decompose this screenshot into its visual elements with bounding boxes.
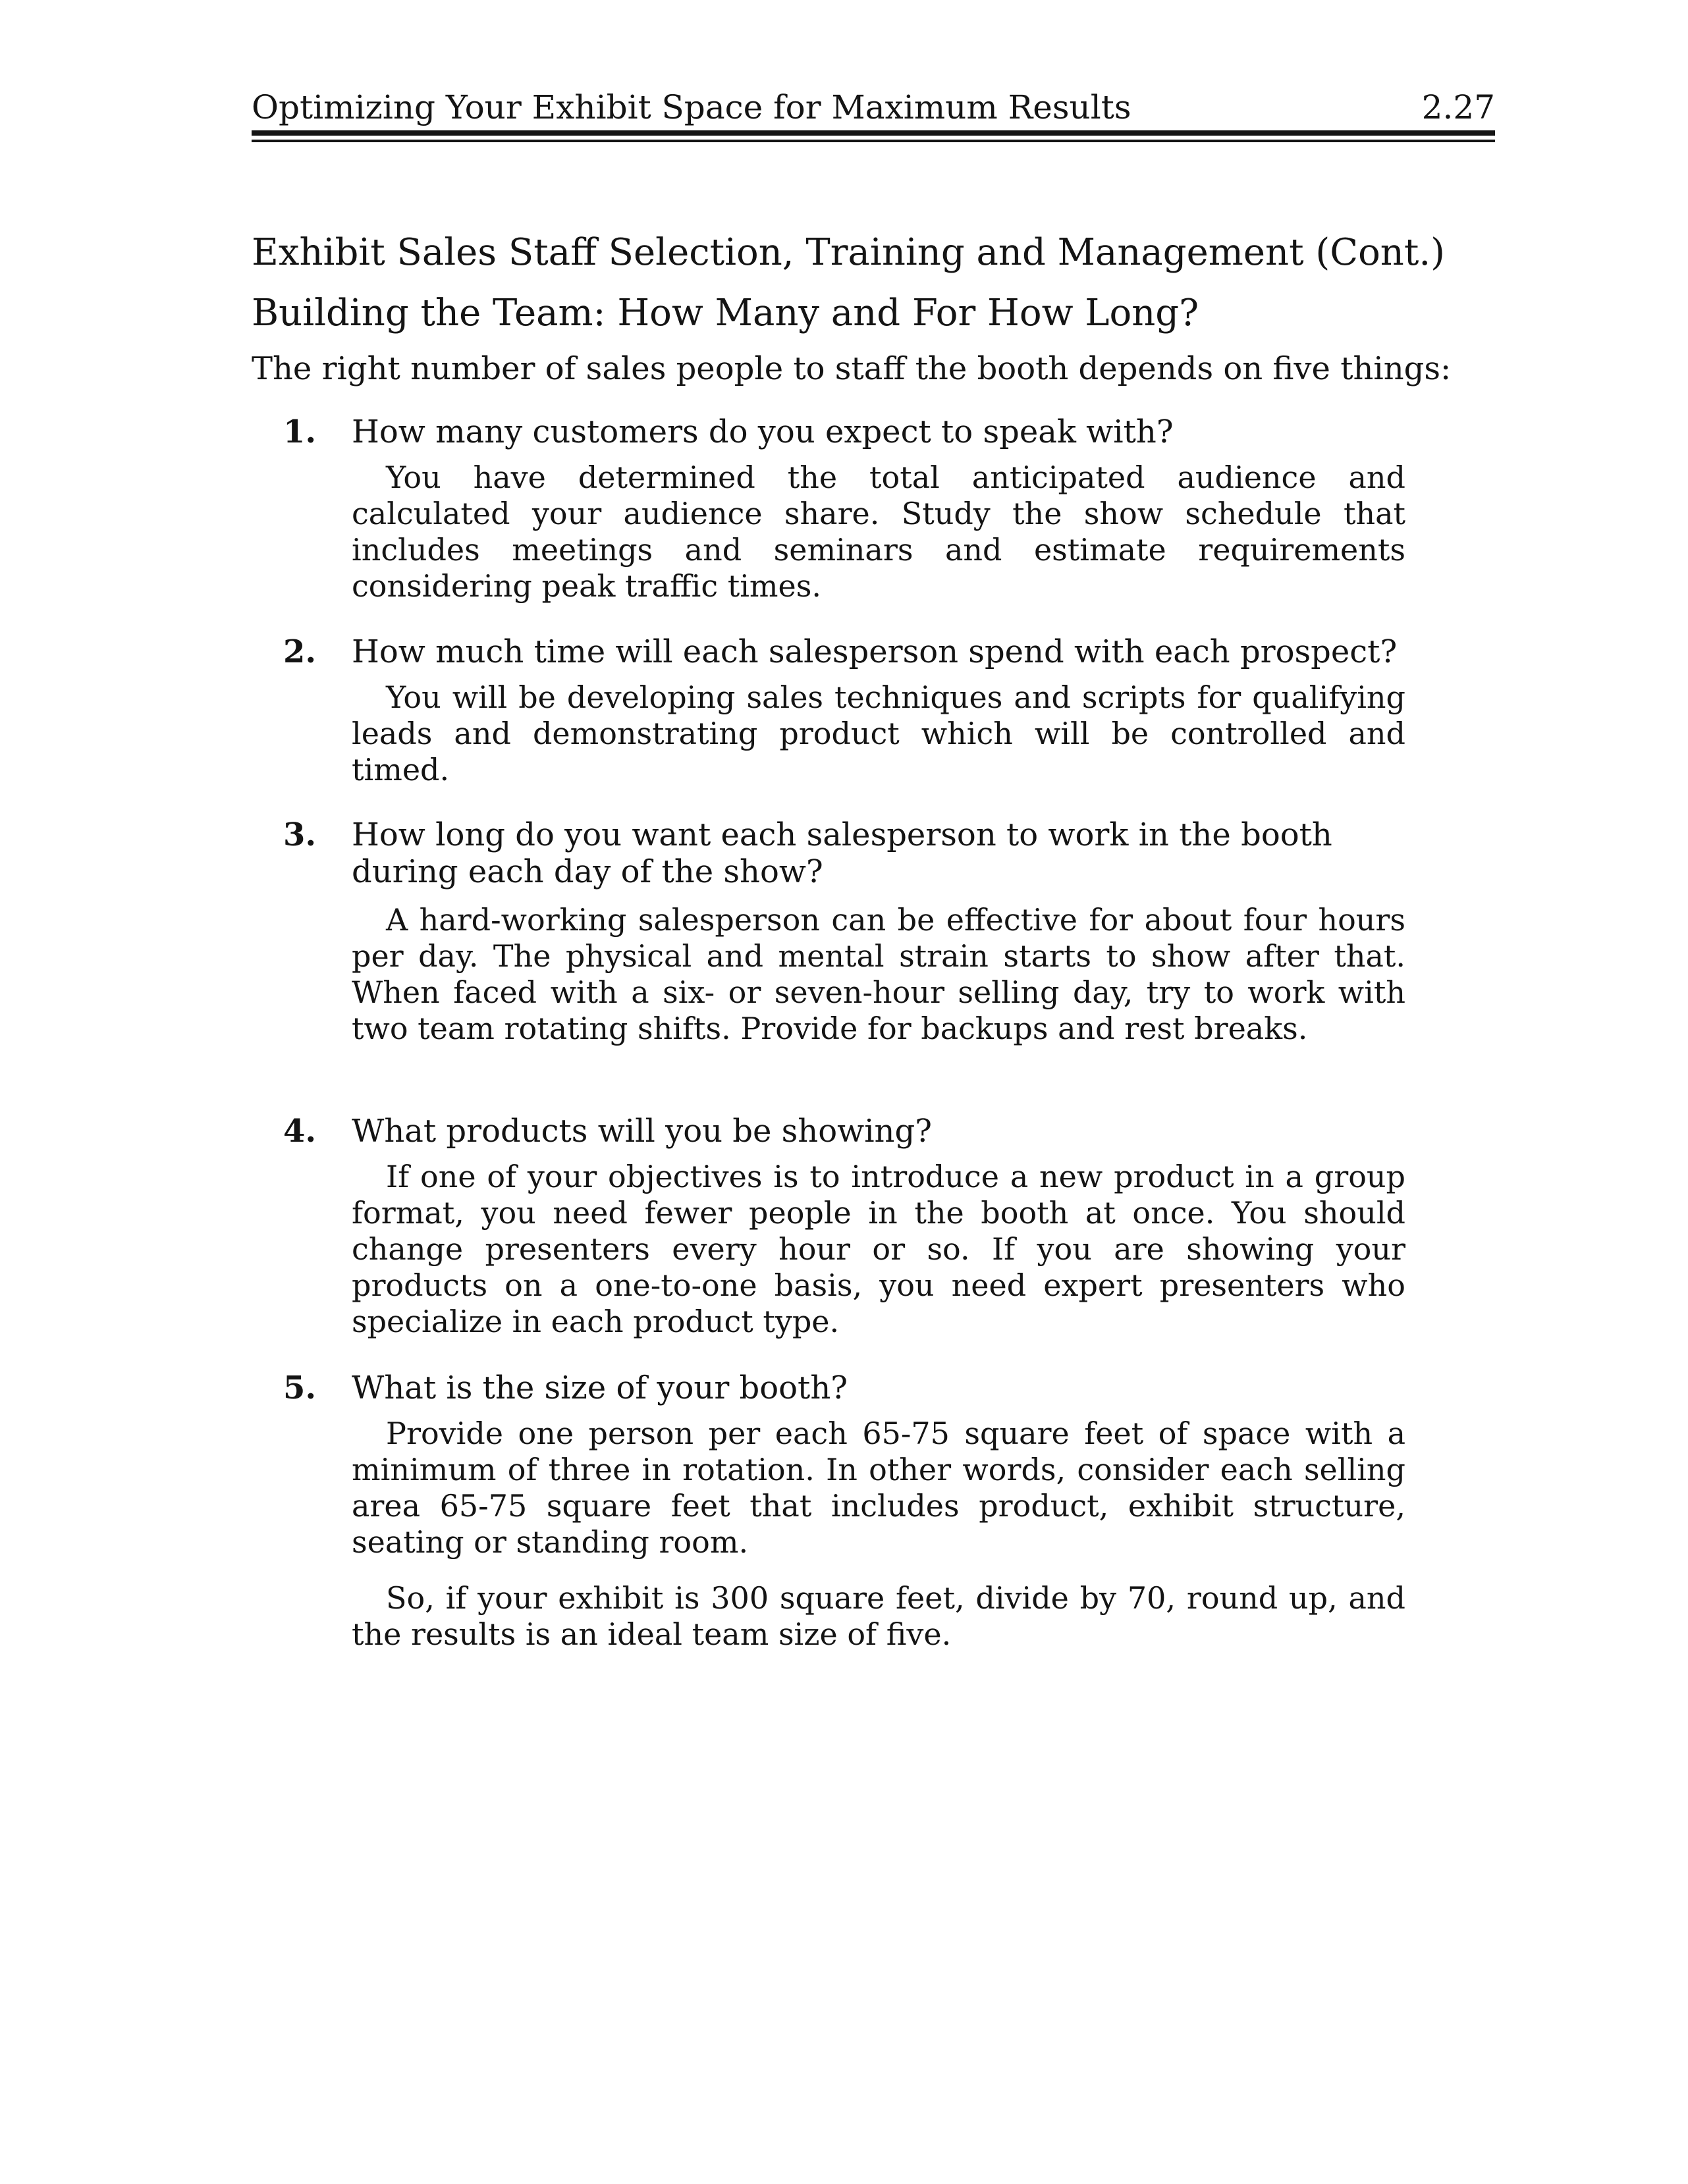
item-number: 4.	[283, 1113, 317, 1150]
item-question: How much time will each salesperson spend with each prospect?	[352, 633, 1398, 670]
sub-heading: Building the Team: How Many and For How Long?	[252, 292, 1199, 334]
item-body: If one of your objectives is to introduce a new product in a group format, you need fewer people in the booth at once. You should change presenters every hour or so. If you are showing your products on a one-to-one basis, you need expert presenters who specialize in each product type.	[352, 1159, 1405, 1339]
item-body-continued: So, if your exhibit is 300 square feet, divide by 70, round up, and the results is an ideal team size of five.	[352, 1580, 1405, 1652]
item-number: 2.	[283, 633, 317, 670]
item-body: You have determined the total anticipated audience and calculated your audience share. Study the show schedule that includes meetings and seminars and estimate requirements considering peak traffic times.	[352, 460, 1405, 604]
item-number: 5.	[283, 1370, 317, 1406]
header-rule-thick	[252, 130, 1495, 136]
item-number: 3.	[283, 816, 317, 853]
running-title: Optimizing Your Exhibit Space for Maximum Results	[252, 88, 1131, 126]
item-question: What products will you be showing?	[352, 1113, 932, 1150]
page-number: 2.27	[1421, 88, 1495, 126]
running-header	[252, 84, 1495, 130]
header-rule-thin	[252, 140, 1495, 142]
item-body: A hard-working salesperson can be effective for about four hours per day. The physical and mental strain starts to show after that. When faced with a six- or seven-hour selling day, try to work with two team rotating shifts. Provide for backups and rest breaks.	[352, 902, 1405, 1046]
item-body: Provide one person per each 65-75 square feet of space with a minimum of three in rotation. In other words, consider each selling area 65-75 square feet that includes product, exhibit structure, seating or standing room.	[352, 1416, 1405, 1560]
intro-paragraph: The right number of sales people to staff the booth depends on five things:	[252, 350, 1452, 387]
section-heading: Exhibit Sales Staff Selection, Training and Management (Cont.)	[252, 231, 1446, 274]
item-number: 1.	[283, 413, 317, 450]
item-body: You will be developing sales techniques and scripts for qualifying leads and demonstrating product which will be controlled and timed.	[352, 679, 1405, 787]
item-question: What is the size of your booth?	[352, 1370, 848, 1406]
item-question: How long do you want each salesperson to work in the booth during each day of the show?	[352, 816, 1332, 890]
item-question: How many customers do you expect to speak with?	[352, 413, 1174, 450]
